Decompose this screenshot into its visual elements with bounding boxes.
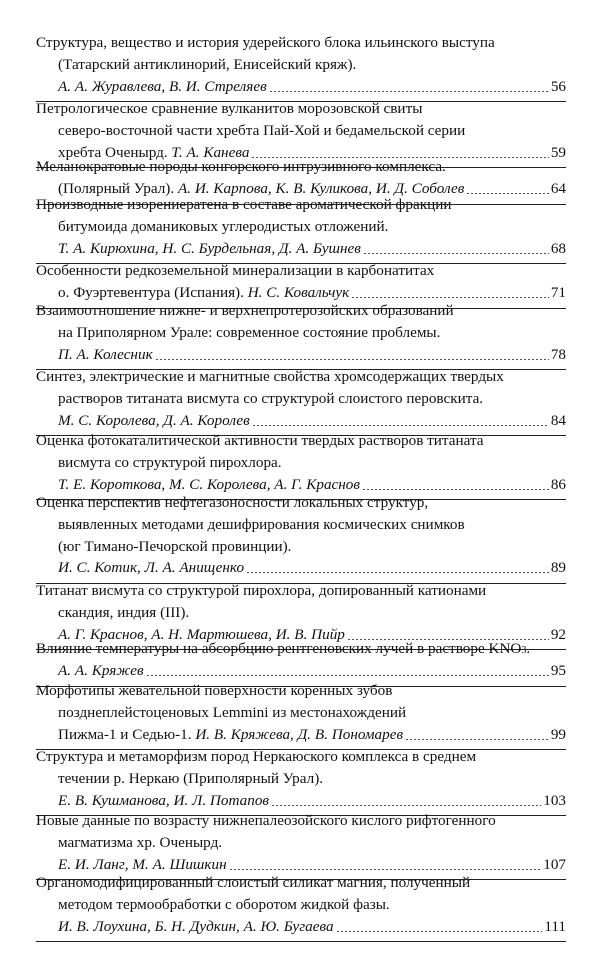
entry-title-tail: (Полярный Урал). [58,179,175,197]
entry-title-line: северо-восточной части хребта Пай-Хой и бедамельской серии [58,121,466,139]
entry-authors: И. В. Кряжева, Д. В. Пономарев [195,725,404,743]
entry-title-tail: Влияние температуры на абсорбцию рентгеновских лучей в растворе KNO [36,640,522,657]
entry-title-line: на Приполярном Урале: современное состояние проблемы. [58,323,441,341]
entry-title-line: Оценка фотокаталитической активности твердых растворов титаната [36,432,484,449]
dot-leader [351,297,549,298]
entry-author-line [58,76,566,98]
entry-page-number: 89 [550,559,566,577]
entry-authors: Е. В. Кушманова, И. Л. Потапов [58,791,270,809]
entry-authors: А. А. Кряжев [58,661,144,679]
entry-author-line [58,410,566,432]
entry-title-line: Новые данные по возрасту нижнепалеозойского кислого рифтогенного [36,812,496,829]
entry-page-number: 107 [543,855,566,873]
entry-title-line: Структура, вещество и история удерейского блока ильинского выступа [36,34,495,51]
entry-title-line: Оценка перспектив нефтегазоносности локальных структур, [36,494,429,511]
entry-title-line: Синтез, электрические и магнитные свойства хромсодержащих твердых [36,368,504,385]
entry-title-line: Структура и метаморфизм пород Неркаюского комплекса в среднем [36,748,477,765]
dot-leader [271,805,541,806]
entry-title-line: битумоида доманиковых углеродистых отложений. [58,217,389,235]
entry-title-line: Титанат висмута со структурой пирохлора, допированный катионами [36,582,487,599]
entry-page-number: 68 [550,239,566,257]
entry-title-line: методом термообработки с оборотом жидкой фазы. [58,895,390,913]
entry-title-line: Взаимоотношение нижне- и верхнепротерозойских образований [36,302,454,319]
entry-author-line: Влияние температуры на абсорбцию рентгеновских лучей в растворе KNO 3 . [36,638,566,660]
entry-author-line [58,660,566,682]
entry-authors: И. В. Лоухина, Б. Н. Дудкин, А. Ю. Бугаева [58,917,334,935]
entry-page-number: 103 [543,791,566,809]
entry-authors: И. С. Котик, Л. А. Анищенко [58,559,245,577]
entry-page-number: 56 [550,77,566,95]
entry-author-line [58,557,566,579]
entry-title-line: магматизма хр. Оченырд. [58,833,223,851]
dot-leader [229,869,542,870]
entry-title-line: Производные изорениератена в составе ароматической фракции [36,196,452,213]
dot-leader [405,739,549,740]
entry-authors: Т. А. Канева [171,143,250,161]
entry-authors: А. Г. Краснов, А. Н. Мартюшева, И. В. Пийр [58,625,345,643]
entry-title-tail: Пижма-1 и Седью-1. [58,725,192,743]
entry-authors: А. И. Карпова, К. В. Куликова, И. Д. Соболев [177,179,465,197]
entry-author-line [58,790,566,812]
entry-title-line: Петрологическое сравнение вулканитов морозовской свиты [36,100,423,117]
entry-title-line: (Татарский антиклинорий, Енисейский кряж). [58,55,357,73]
entry-authors: Т. Е. Короткова, М. С. Королева, А. Г. Краснов [58,475,360,493]
dot-leader [246,572,549,573]
entry-authors: Т. А. Кирюхина, Н. С. Бурдельная, Д. А. Бушнев [58,239,361,257]
entry-title-line: висмута со структурой пирохлора. [58,453,282,471]
entry-title-line: выявленных методами дешифрирования космических снимков [58,515,465,533]
entry-page-number: 111 [544,917,566,935]
entry-page-number: 92 [550,625,566,643]
entry-authors: Н. С. Ковальчук [247,283,350,301]
dot-leader [336,931,543,932]
entry-page-number: 84 [550,411,566,429]
entry-authors: П. А. Колесник [58,345,153,363]
entry-authors: М. С. Королева, Д. А. Королев [58,411,250,429]
entry-title-line: позднеплейстоценовых Lemmini из местонахождений [58,703,407,721]
entry-title-tail: о. Фуэртевентура (Испания). [58,283,244,301]
entry-title-line: растворов титаната висмута со структурой слоистого перовскита. [58,389,484,407]
dot-leader [362,489,549,490]
entry-authors: Е. И. Ланг, М. А. Шишкин [58,855,227,873]
entry-author-line [58,724,566,746]
dot-leader [155,359,549,360]
entry-page-number: 59 [550,143,566,161]
entry-title-line: (юг Тимано-Печорской провинции). [58,537,292,555]
entry-authors: А. А. Журавлева, В. И. Стреляев [58,77,267,95]
entry-author-line [58,916,566,938]
entry-title-line: Меланократовые породы конгорского интрузивного комплекса. [36,158,446,175]
entry-title-line: Особенности редкоземельной минерализации в карбонатитах [36,262,435,279]
entry-page-number: 99 [550,725,566,743]
entry-page-number: 86 [550,475,566,493]
entry-title-tail: хребта Оченырд. [58,143,168,161]
dot-leader [363,253,549,254]
entry-page-number: 78 [550,345,566,363]
dot-leader [146,675,549,676]
entry-author-line [58,344,566,366]
entry-page-number: 64 [550,179,566,197]
dot-leader [252,425,549,426]
entry-title-line: скандия, индия (III). [58,603,190,621]
entry-page-number: 71 [550,283,566,301]
entry-author-line [58,238,566,260]
entry-title-line: Морфотипы жевательной поверхности коренных зубов [36,682,393,699]
entry-title-line: течении р. Неркаю (Приполярный Урал). [58,769,324,787]
entry-title-line: Органомодифицированный слоистый силикат магния, полученный [36,874,471,891]
entry-divider [36,941,566,942]
entry-page-number: 95 [550,661,566,679]
dot-leader [269,91,549,92]
